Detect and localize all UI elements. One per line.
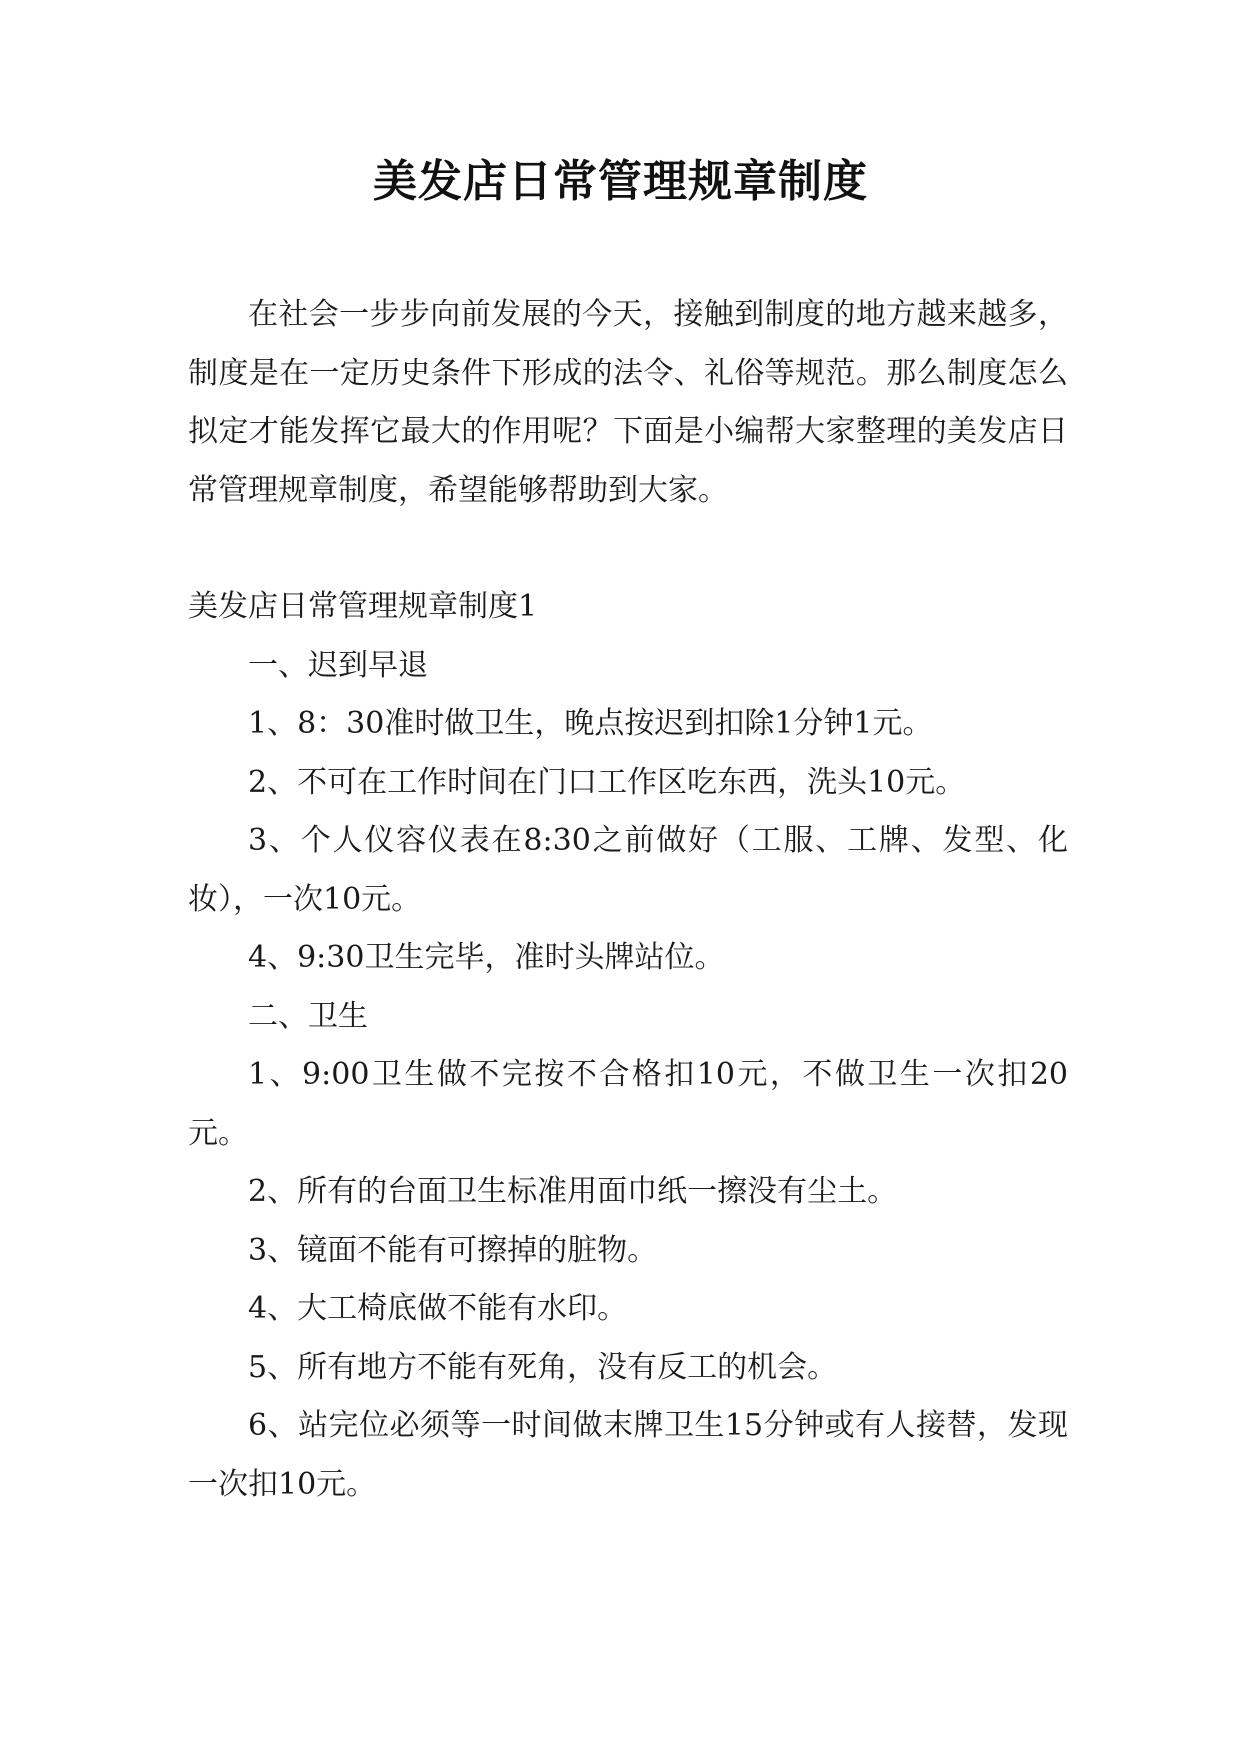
intro-paragraph: 在社会一步步向前发展的今天，接触到制度的地方越来越多，制度是在一定历史条件下形成的法令、礼俗等规范。那么制度怎么拟定才能发挥它最大的作用呢？下面是小编帮大家整理的美发店日常管理规章制度，希望能够帮助到大家。 (188, 297, 1068, 508)
list-item: 2、所有的台面卫生标准用面巾纸一擦没有尘土。 (248, 1174, 898, 1209)
list-item: 3、镜面不能有可擦掉的脏物。 (248, 1232, 658, 1268)
list-item: 3、个人仪容仪表在8:30之前做好（工服、工牌、发型、化妆），一次10元。 (188, 823, 1068, 917)
list-item: 1、9:00卫生做不完按不合格扣10元，不做卫生一次扣20元。 (188, 1057, 1068, 1151)
paragraph-gap (188, 520, 1068, 578)
part1-heading: 一、迟到早退 (248, 647, 428, 683)
section-heading: 美发店日常管理规章制度1 (188, 589, 538, 624)
list-item: 6、站完位必须等一时间做末牌卫生15分钟或有人接替，发现一次扣10元。 (188, 1408, 1068, 1502)
list-item: 5、所有地方不能有死角，没有反工的机会。 (248, 1349, 838, 1385)
document-body (188, 286, 1068, 1514)
list-item: 2、不可在工作时间在门口工作区吃东西，洗头10元。 (248, 764, 966, 800)
list-item: 1、8：30准时做卫生，晚点按迟到扣除1分钟1元。 (248, 706, 933, 741)
list-item: 4、9:30卫生完毕，准时头牌站位。 (248, 940, 725, 975)
list-item: 4、大工椅底做不能有水印。 (248, 1291, 628, 1326)
document-title: 美发店日常管理规章制度 (373, 156, 868, 207)
part2-heading: 二、卫生 (248, 998, 368, 1034)
